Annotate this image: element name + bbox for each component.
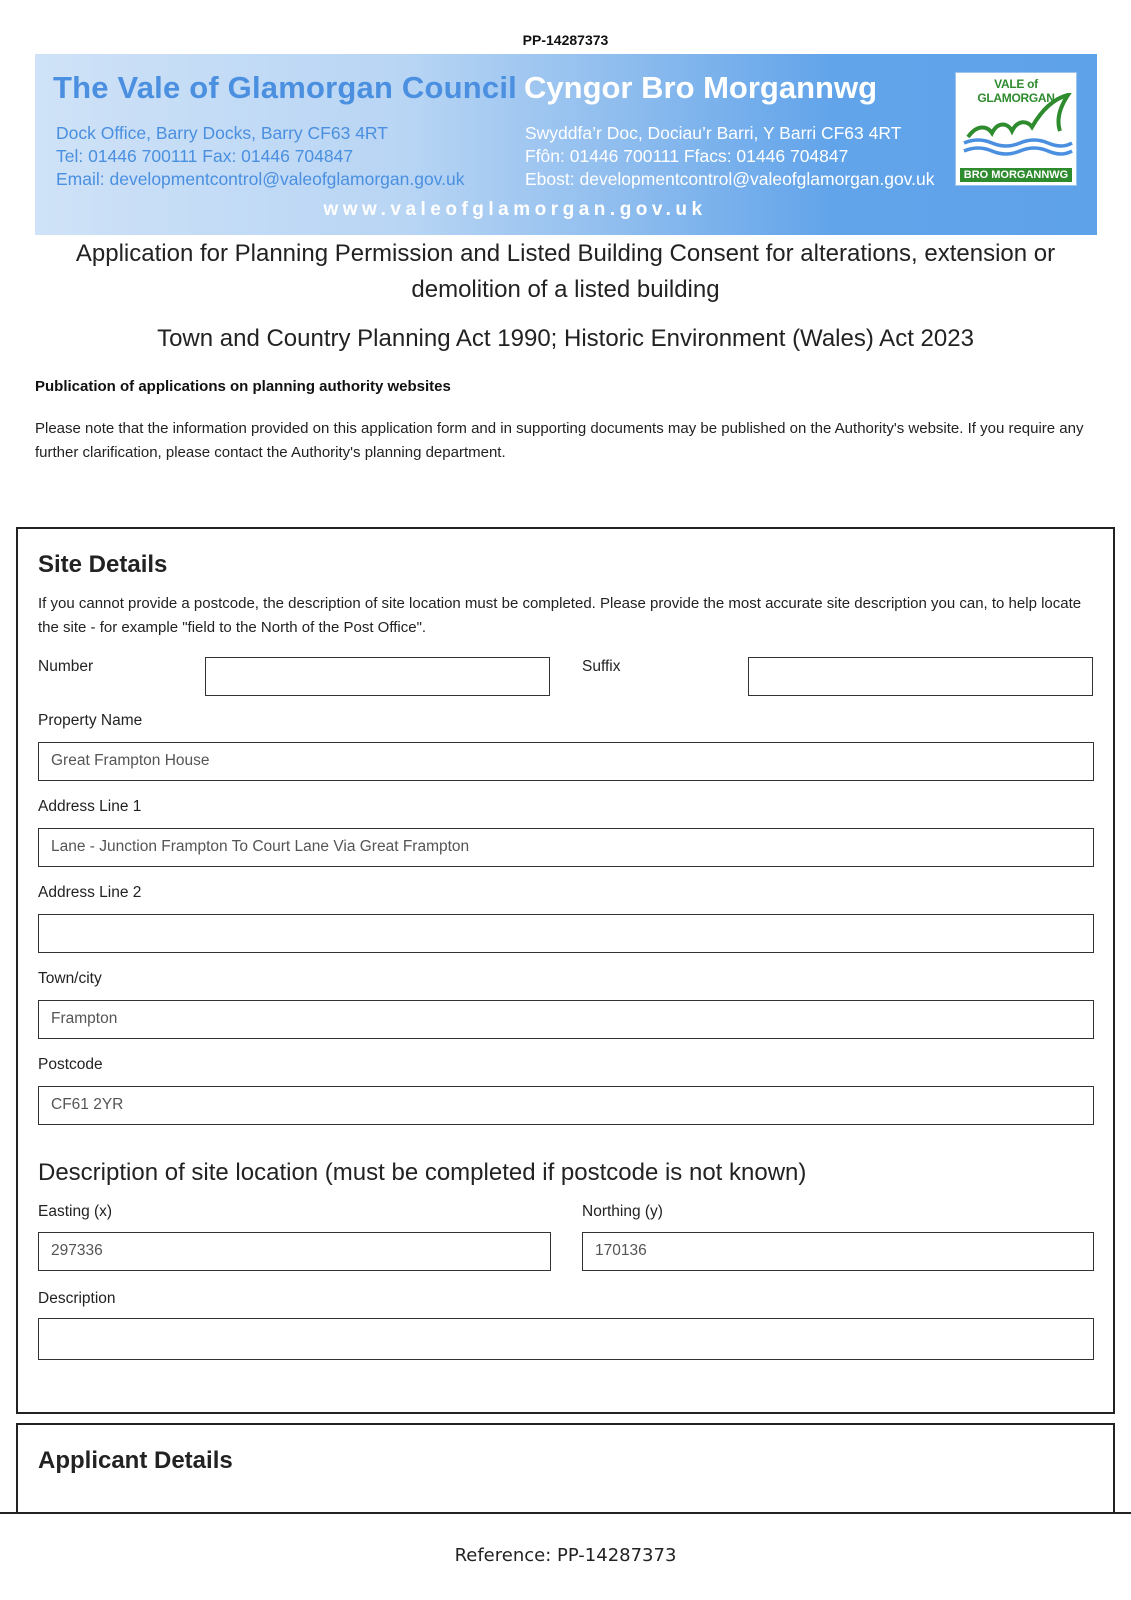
email-en: Email: developmentcontrol@valeofglamorgan.gov.uk <box>56 169 465 189</box>
footer-reference: Reference: PP-14287373 <box>454 1545 677 1566</box>
council-name-cy: Cyngor Bro Morgannwg <box>524 70 878 105</box>
postcode-label: Postcode <box>38 1056 103 1073</box>
property-name-field[interactable]: Great Frampton House <box>38 742 1094 781</box>
website-link[interactable]: www.valeofglamorgan.gov.uk <box>323 199 707 220</box>
address-en: Dock Office, Barry Docks, Barry CF63 4RT <box>56 123 388 143</box>
contact-cy <box>525 122 934 191</box>
address-cy: Swyddfa’r Doc, Dociau’r Barri, Y Barri CF63 4RT <box>525 123 902 143</box>
town-city-label: Town/city <box>38 970 102 987</box>
site-location-heading: Description of site location (must be completed if postcode is not known) <box>38 1159 807 1186</box>
logo-bottom-text: BRO MORGANNWG <box>960 168 1072 182</box>
site-details-section <box>16 527 1115 1414</box>
document-title: Application for Planning Permission and Listed Building Consent for alterations, extension or demolition of a listed building <box>75 240 1056 303</box>
northing-field[interactable]: 170136 <box>582 1232 1094 1271</box>
tel-cy: Ffôn: 01446 700111 Ffacs: 01446 704847 <box>525 146 849 166</box>
address-line-2-field[interactable] <box>38 914 1094 953</box>
footer-divider <box>0 1512 1131 1514</box>
address-line-1-field[interactable]: Lane - Junction Frampton To Court Lane Via Great Frampton <box>38 828 1094 867</box>
contact-en <box>56 122 465 191</box>
address-line-2-label: Address Line 2 <box>38 884 142 901</box>
applicant-details-heading: Applicant Details <box>38 1447 233 1474</box>
property-name-label: Property Name <box>38 712 143 729</box>
number-field[interactable] <box>205 657 550 696</box>
tel-en: Tel: 01446 700111 Fax: 01446 704847 <box>56 146 354 166</box>
suffix-label: Suffix <box>582 658 621 675</box>
legislation-act: Town and Country Planning Act 1990; Historic Environment (Wales) Act 2023 <box>157 325 974 352</box>
address-line-1-label: Address Line 1 <box>38 798 142 815</box>
suffix-field[interactable] <box>748 657 1093 696</box>
council-logo <box>955 72 1077 186</box>
description-field[interactable] <box>38 1318 1094 1360</box>
council-name-en: The Vale of Glamorgan Council <box>53 70 517 105</box>
email-cy: Ebost: developmentcontrol@valeofglamorgan.gov.uk <box>525 169 935 189</box>
coast-wave-icon <box>960 93 1074 161</box>
postcode-field[interactable]: CF61 2YR <box>38 1086 1094 1125</box>
site-details-heading: Site Details <box>38 551 168 578</box>
easting-label: Easting (x) <box>38 1203 113 1220</box>
council-banner <box>35 54 1097 235</box>
description-label: Description <box>38 1290 116 1307</box>
number-label: Number <box>38 658 94 675</box>
town-city-field[interactable]: Frampton <box>38 1000 1094 1039</box>
logo-top-text: VALE of GLAMORGAN <box>977 77 1055 105</box>
publication-text: Please note that the information provided on this application form and in supporting documents may be published on the Authority's website. If you require any further clarification, please contact the Authority's planning department. <box>35 420 1084 461</box>
reference-header: PP-14287373 <box>522 32 609 48</box>
site-details-intro: If you cannot provide a postcode, the description of site location must be completed. Please provide the most accurate site description you can, to help locate the site - for example "field to the North of the Post Office". <box>38 595 1082 636</box>
publication-heading: Publication of applications on planning authority websites <box>35 378 451 395</box>
easting-field[interactable]: 297336 <box>38 1232 551 1271</box>
applicant-details-section <box>16 1423 1115 1513</box>
northing-label: Northing (y) <box>582 1203 663 1220</box>
